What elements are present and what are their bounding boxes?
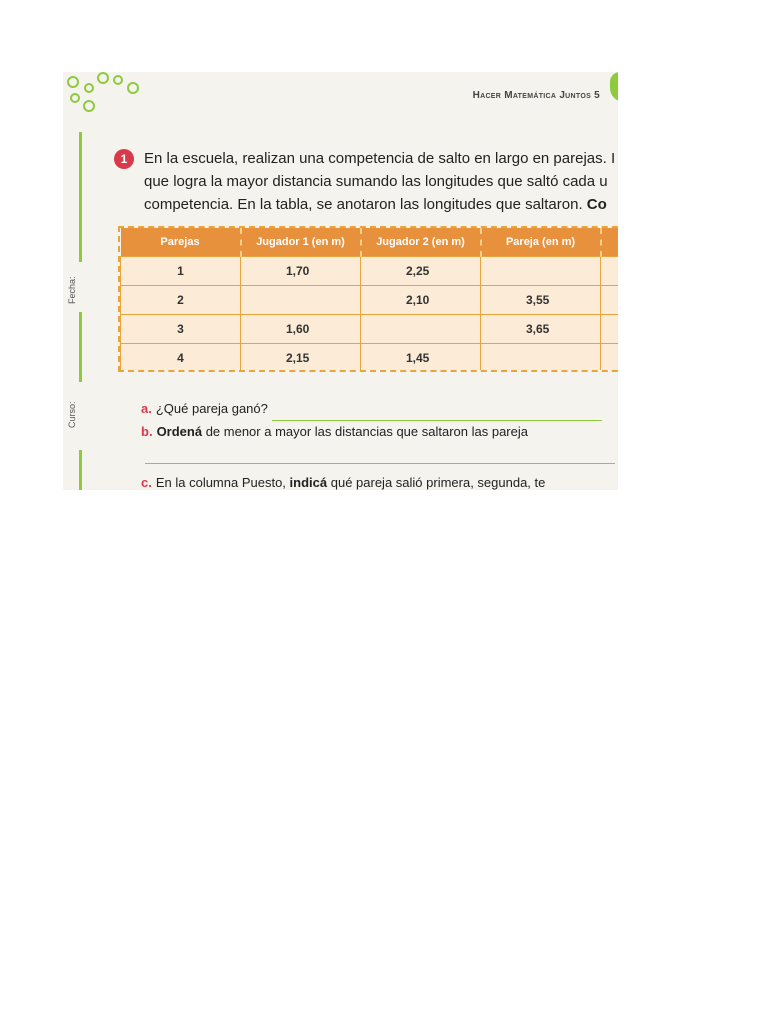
statement-line-3: competencia. En la tabla, se anotaron las longitudes que saltaron. Co: [144, 196, 607, 213]
question-a-letter: a.: [141, 401, 152, 416]
fecha-label: Fecha:: [67, 276, 77, 304]
decorative-circles: [63, 72, 153, 117]
question-c-letter: c.: [141, 475, 152, 490]
margin-line: [79, 312, 82, 382]
cell-jugador-2: 1,45: [361, 344, 481, 373]
questions-block: [141, 398, 618, 490]
cell-pareja-total: 3,65: [481, 315, 601, 344]
header-puesto: [601, 228, 619, 257]
question-c: c. En la columna Puesto, indicá qué pareja salió primera, segunda, te: [141, 475, 546, 490]
margin-line: [79, 132, 82, 262]
results-table: [120, 228, 618, 372]
question-b-letter: b.: [141, 424, 153, 439]
table-row: [121, 315, 619, 344]
table-row: [121, 286, 619, 315]
header-pareja: Pareja (en m): [481, 228, 601, 257]
cell-pareja: 2: [121, 286, 241, 315]
statement-line-1: En la escuela, realizan una competencia de salto en largo en parejas. I: [144, 150, 616, 167]
cell-puesto: [601, 257, 619, 286]
exercise-number: 1: [114, 149, 134, 169]
textbook-page-photo: [63, 72, 618, 490]
header-jugador-2: Jugador 2 (en m): [361, 228, 481, 257]
cell-pareja-total: 3,55: [481, 286, 601, 315]
question-a-text: ¿Qué pareja ganó?: [155, 401, 268, 416]
running-title: Hacer Matemática Juntos 5: [472, 90, 600, 101]
header-jugador-1: Jugador 1 (en m): [241, 228, 361, 257]
statement-line-2: que logra la mayor distancia sumando las longitudes que saltó cada u: [144, 173, 608, 190]
answer-line-a[interactable]: [272, 398, 602, 421]
answer-line-b[interactable]: [145, 443, 615, 464]
cell-pareja: 4: [121, 344, 241, 373]
table-header-row: [121, 228, 619, 257]
exercise-statement: [118, 147, 618, 216]
results-table-frame: [118, 226, 618, 372]
cell-puesto: [601, 315, 619, 344]
question-b: b. Ordená de menor a mayor las distancias que saltaron las pareja: [141, 424, 528, 439]
cell-jugador-1: 1,60: [241, 315, 361, 344]
table-row: [121, 257, 619, 286]
green-leaf-decoration: [610, 72, 618, 102]
cell-jugador-2: 2,25: [361, 257, 481, 286]
cell-pareja-total: [481, 257, 601, 286]
curso-label: Curso:: [67, 401, 77, 428]
header-parejas: Parejas: [121, 228, 241, 257]
margin-line: [79, 450, 82, 490]
cell-puesto: [601, 344, 619, 373]
cell-jugador-1: 2,15: [241, 344, 361, 373]
cell-puesto: [601, 286, 619, 315]
cell-pareja: 1: [121, 257, 241, 286]
table-row: [121, 344, 619, 373]
cell-jugador-1: [241, 286, 361, 315]
question-a: [141, 398, 618, 421]
cell-jugador-1: 1,70: [241, 257, 361, 286]
cell-pareja: 3: [121, 315, 241, 344]
cell-jugador-2: 2,10: [361, 286, 481, 315]
cell-pareja-total: [481, 344, 601, 373]
cell-jugador-2: [361, 315, 481, 344]
